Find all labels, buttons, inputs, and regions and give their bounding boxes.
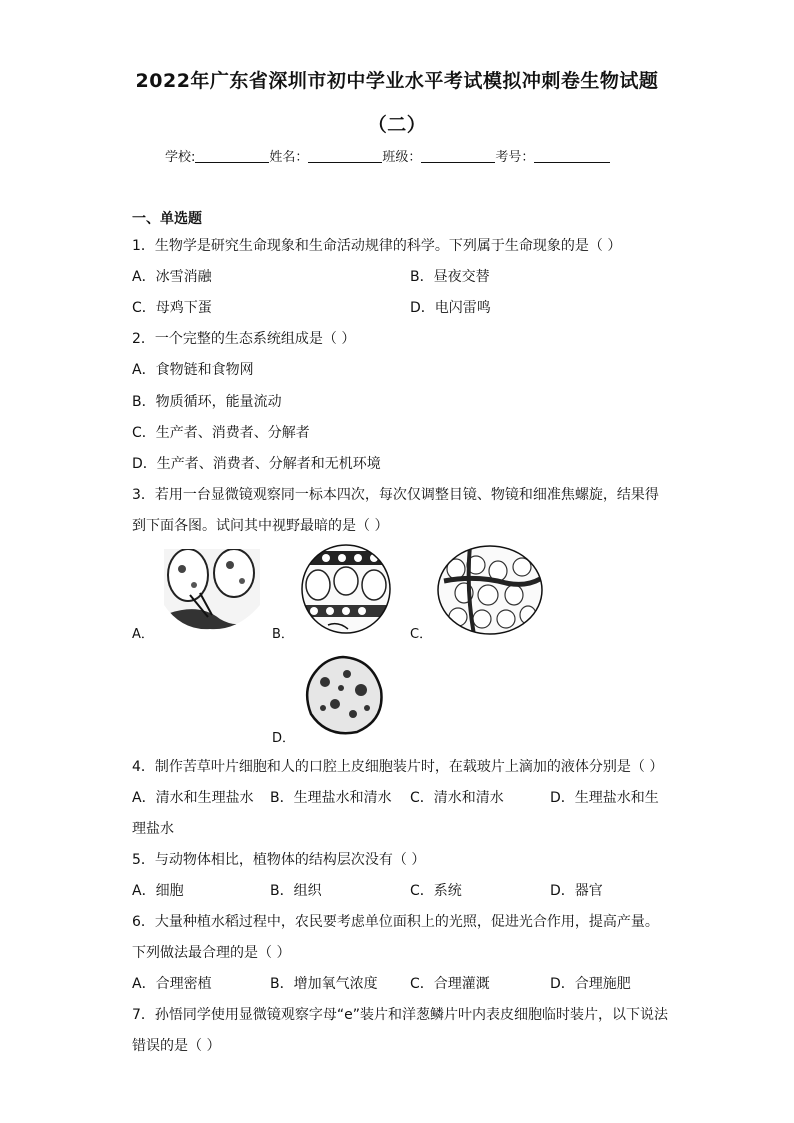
page-title: 2022年广东省深圳市初中学业水平考试模拟冲刺卷生物试题	[135, 70, 659, 92]
question-3-option-a: A．	[132, 627, 154, 642]
microscope-view-c-image	[436, 545, 544, 635]
school-blank[interactable]	[195, 149, 269, 163]
question-4-option-a: A．清水和生理盐水	[132, 790, 254, 806]
question-4-option-b: B．生理盐水和清水	[270, 790, 392, 806]
name-label: 姓名：	[269, 150, 309, 165]
number-blank[interactable]	[534, 149, 610, 163]
question-3-stem-line2: 到下面各图。试问其中视野最暗的是（ ）	[132, 518, 389, 534]
question-6-option-d: D．合理施肥	[550, 976, 631, 992]
microscope-view-d-image	[303, 654, 385, 736]
question-7-stem-line2: 错误的是（ ）	[132, 1038, 221, 1054]
question-6-stem-line2: 下列做法最合理的是（ ）	[132, 945, 291, 961]
question-1-option-b: B．昼夜交替	[410, 269, 490, 285]
question-4-option-d-continued: 理盐水	[132, 821, 174, 837]
question-1-option-d: D．电闪雷鸣	[410, 300, 491, 316]
question-2-option-d: D．生产者、消费者、分解者和无机环境	[132, 456, 381, 472]
question-5-option-d: D．器官	[550, 883, 603, 899]
section-heading: 一、单选题	[132, 211, 202, 227]
question-6-option-c: C．合理灌溉	[410, 976, 490, 992]
question-2-option-b: B．物质循环，能量流动	[132, 394, 282, 410]
question-5-stem: 5．与动物体相比，植物体的结构层次没有（ ）	[132, 852, 426, 868]
number-label: 考号：	[495, 150, 535, 165]
class-blank[interactable]	[421, 149, 495, 163]
question-4-option-d: D．生理盐水和生	[550, 790, 659, 806]
question-1-stem: 1．生物学是研究生命现象和生命活动规律的科学。下列属于生命现象的是（ ）	[132, 238, 622, 254]
question-2-option-a: A．食物链和食物网	[132, 362, 254, 378]
question-3-option-d: D．	[272, 731, 296, 746]
class-label: 班级：	[382, 150, 422, 165]
question-3-stem-line1: 3．若用一台显微镜观察同一标本四次，每次仅调整目镜、物镜和细准焦螺旋，结果得	[132, 487, 659, 503]
page-subtitle: （二）	[367, 114, 427, 136]
question-1-option-a: A．冰雪消融	[132, 269, 212, 285]
question-5-option-c: C．系统	[410, 883, 462, 899]
question-4-option-c: C．清水和清水	[410, 790, 504, 806]
question-4-stem: 4．制作苦草叶片细胞和人的口腔上皮细胞装片时，在载玻片上滴加的液体分别是（ ）	[132, 759, 664, 775]
question-2-option-c: C．生产者、消费者、分解者	[132, 425, 310, 441]
student-info-row	[165, 146, 610, 165]
question-5-option-a: A．细胞	[132, 883, 184, 899]
microscope-view-b-image	[298, 545, 394, 635]
question-3-option-c: C．	[410, 627, 433, 642]
question-6-stem-line1: 6．大量种植水稻过程中，农民要考虑单位面积上的光照，促进光合作用，提高产量。	[132, 914, 659, 930]
name-blank[interactable]	[308, 149, 382, 163]
school-label: 学校:	[165, 150, 196, 165]
microscope-view-a-image	[160, 545, 264, 631]
question-7-stem-line1: 7．孙悟同学使用显微镜观察字母“e”装片和洋葱鳞片叶内表皮细胞临时装片，以下说法	[132, 1007, 669, 1023]
question-2-stem: 2．一个完整的生态系统组成是（ ）	[132, 331, 356, 347]
question-5-option-b: B．组织	[270, 883, 322, 899]
question-6-option-b: B．增加氧气浓度	[270, 976, 378, 992]
question-6-option-a: A．合理密植	[132, 976, 212, 992]
question-3-option-b: B．	[272, 627, 294, 642]
question-1-option-c: C．母鸡下蛋	[132, 300, 212, 316]
